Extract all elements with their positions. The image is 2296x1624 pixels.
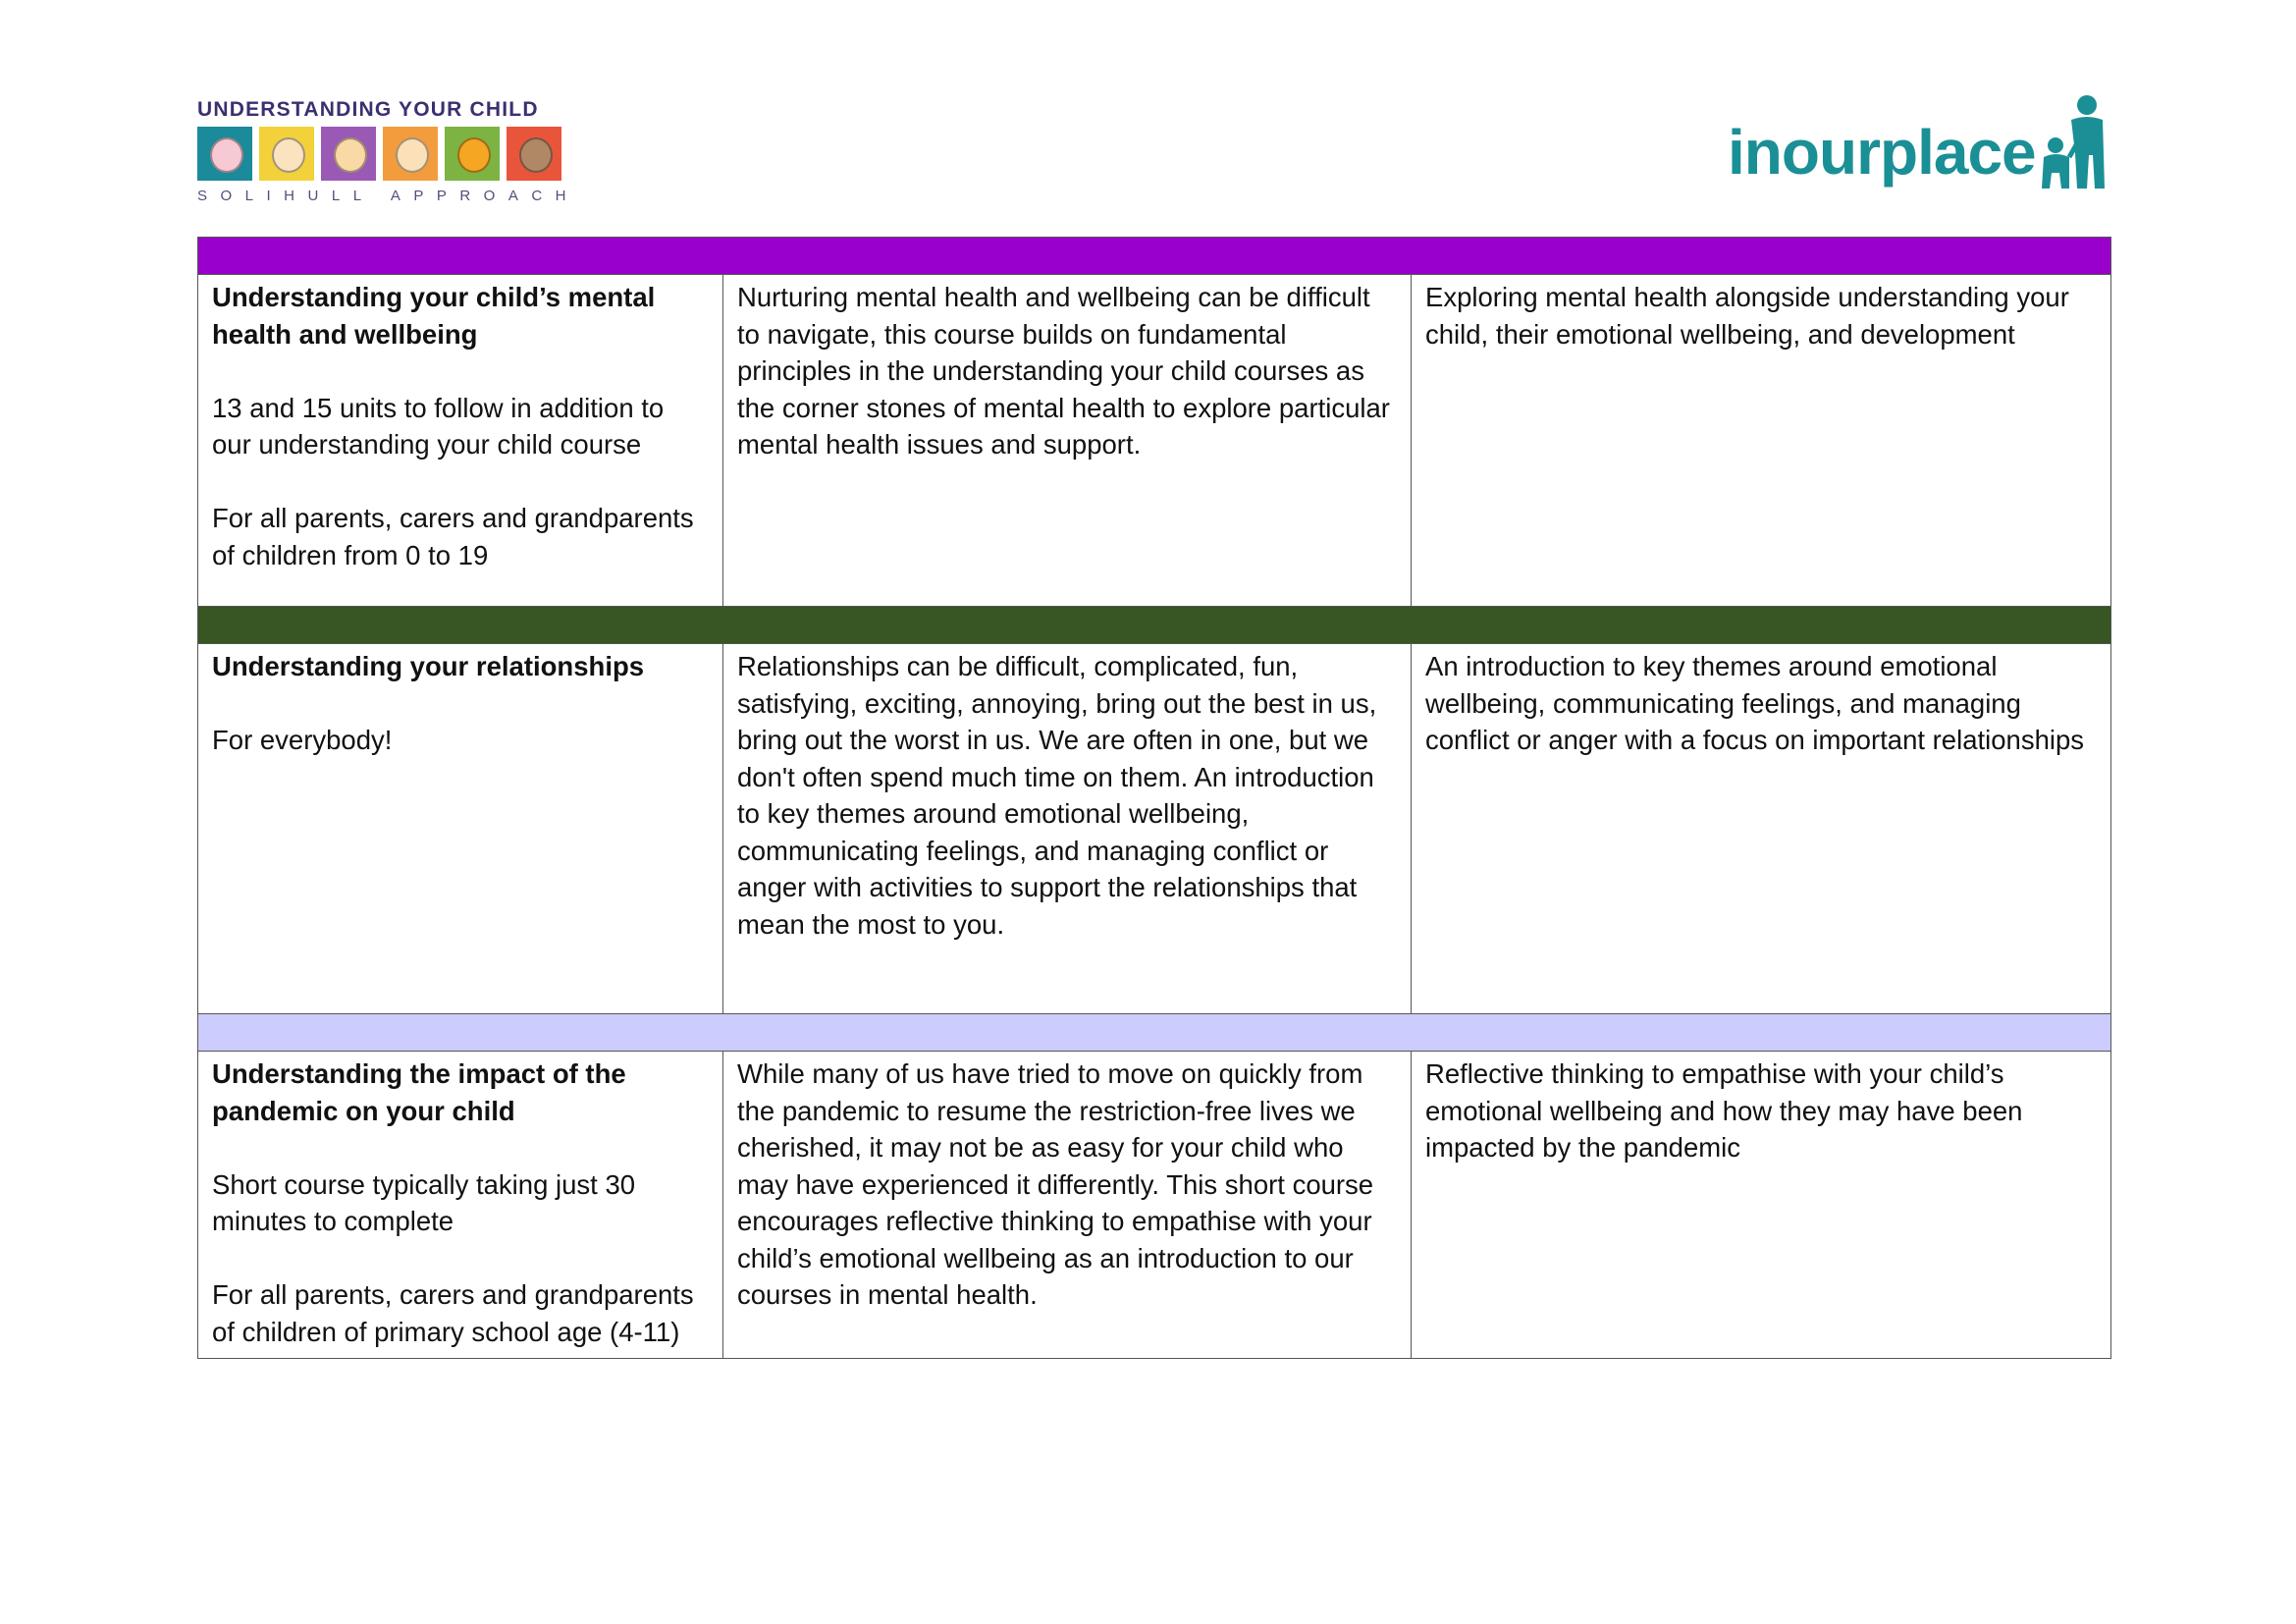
course-1-summary: Exploring mental health alongside understanding your child, their emotional wellbeing, and development [1425, 282, 2069, 350]
color-band-purple [198, 238, 2111, 275]
face-tile-5 [445, 127, 500, 181]
course-1-title: Understanding your child’s mental health and wellbeing [212, 282, 656, 350]
course-1-info-cell [198, 275, 723, 607]
logo-subtitle: SOLIHULL APPROACH [197, 188, 579, 204]
color-band-lavender [198, 1014, 2111, 1052]
course-2-info-cell [198, 644, 723, 1014]
course-3-summary-cell [1412, 1052, 2111, 1359]
color-band-green [198, 607, 2111, 644]
course-1-details: 13 and 15 units to follow in addition to our understanding your child course [212, 392, 665, 460]
logo-title: UNDERSTANDING YOUR CHILD [197, 98, 539, 121]
course-3-audience: For all parents, carers and grandparents of children of primary school age (4-11) [212, 1279, 694, 1347]
face-tile-6 [507, 127, 561, 181]
course-3-summary: Reflective thinking to empathise with your child’s emotional wellbeing and how they may have been impacted by the pandemic [1425, 1058, 2023, 1163]
course-2-summary: An introduction to key themes around emotional wellbeing, communicating feelings, and managing conflict or anger with a focus on important relationships [1425, 651, 2085, 755]
face-tile-2 [259, 127, 314, 181]
course-3-details: Short course typically taking just 30 minutes to complete [212, 1168, 636, 1236]
face-tile-1 [197, 127, 252, 181]
inourplace-wordmark: inourplace [1728, 117, 2036, 188]
course-2-title: Understanding your relationships [212, 651, 645, 681]
course-1-audience: For all parents, carers and grandparents of children from 0 to 19 [212, 503, 694, 570]
course-2-description-cell [723, 644, 1412, 1014]
face-tile-4 [383, 127, 438, 181]
course-1-description-cell [723, 275, 1412, 607]
inourplace-logo [1728, 94, 2120, 202]
course-1-summary-cell [1412, 275, 2111, 607]
understanding-your-child-logo [197, 98, 579, 204]
course-row [198, 644, 2111, 1014]
course-2-details: For everybody! [212, 725, 393, 755]
course-3-info-cell [198, 1052, 723, 1359]
course-3-header-band [198, 1014, 2111, 1052]
course-2-summary-cell [1412, 644, 2111, 1014]
course-table [197, 237, 2111, 1359]
course-2-header-band [198, 607, 2111, 644]
course-3-description-cell [723, 1052, 1412, 1359]
course-row [198, 275, 2111, 607]
logo-face-tiles [197, 127, 564, 181]
face-tile-3 [321, 127, 376, 181]
course-3-title: Understanding the impact of the pandemic on your child [212, 1058, 626, 1126]
course-3-description: While many of us have tried to move on quickly from the pandemic to resume the restriction-free lives we cherished, it may not be as easy for your child who may have experienced it differently. This short course encourages reflective thinking to empathise with your child’s emotional wellbeing as an introduction to our courses in mental health. [737, 1058, 1374, 1310]
course-2-description: Relationships can be difficult, complicated, fun, satisfying, exciting, annoying, bring out the best in us, bring out the worst in us. We are often in one, but we don't often spend much time on them. An introduction to key themes around emotional wellbeing, communicating feelings, and managing conflict or anger with activities to support the relationships that mean the most to you. [737, 651, 1377, 940]
course-1-description: Nurturing mental health and wellbeing can be difficult to navigate, this course builds on fundamental principles in the understanding your child courses as the corner stones of mental health to explore particular mental health issues and support. [737, 282, 1390, 460]
course-row [198, 1052, 2111, 1359]
course-1-header-band [198, 238, 2111, 275]
parent-child-icon [2038, 94, 2120, 192]
